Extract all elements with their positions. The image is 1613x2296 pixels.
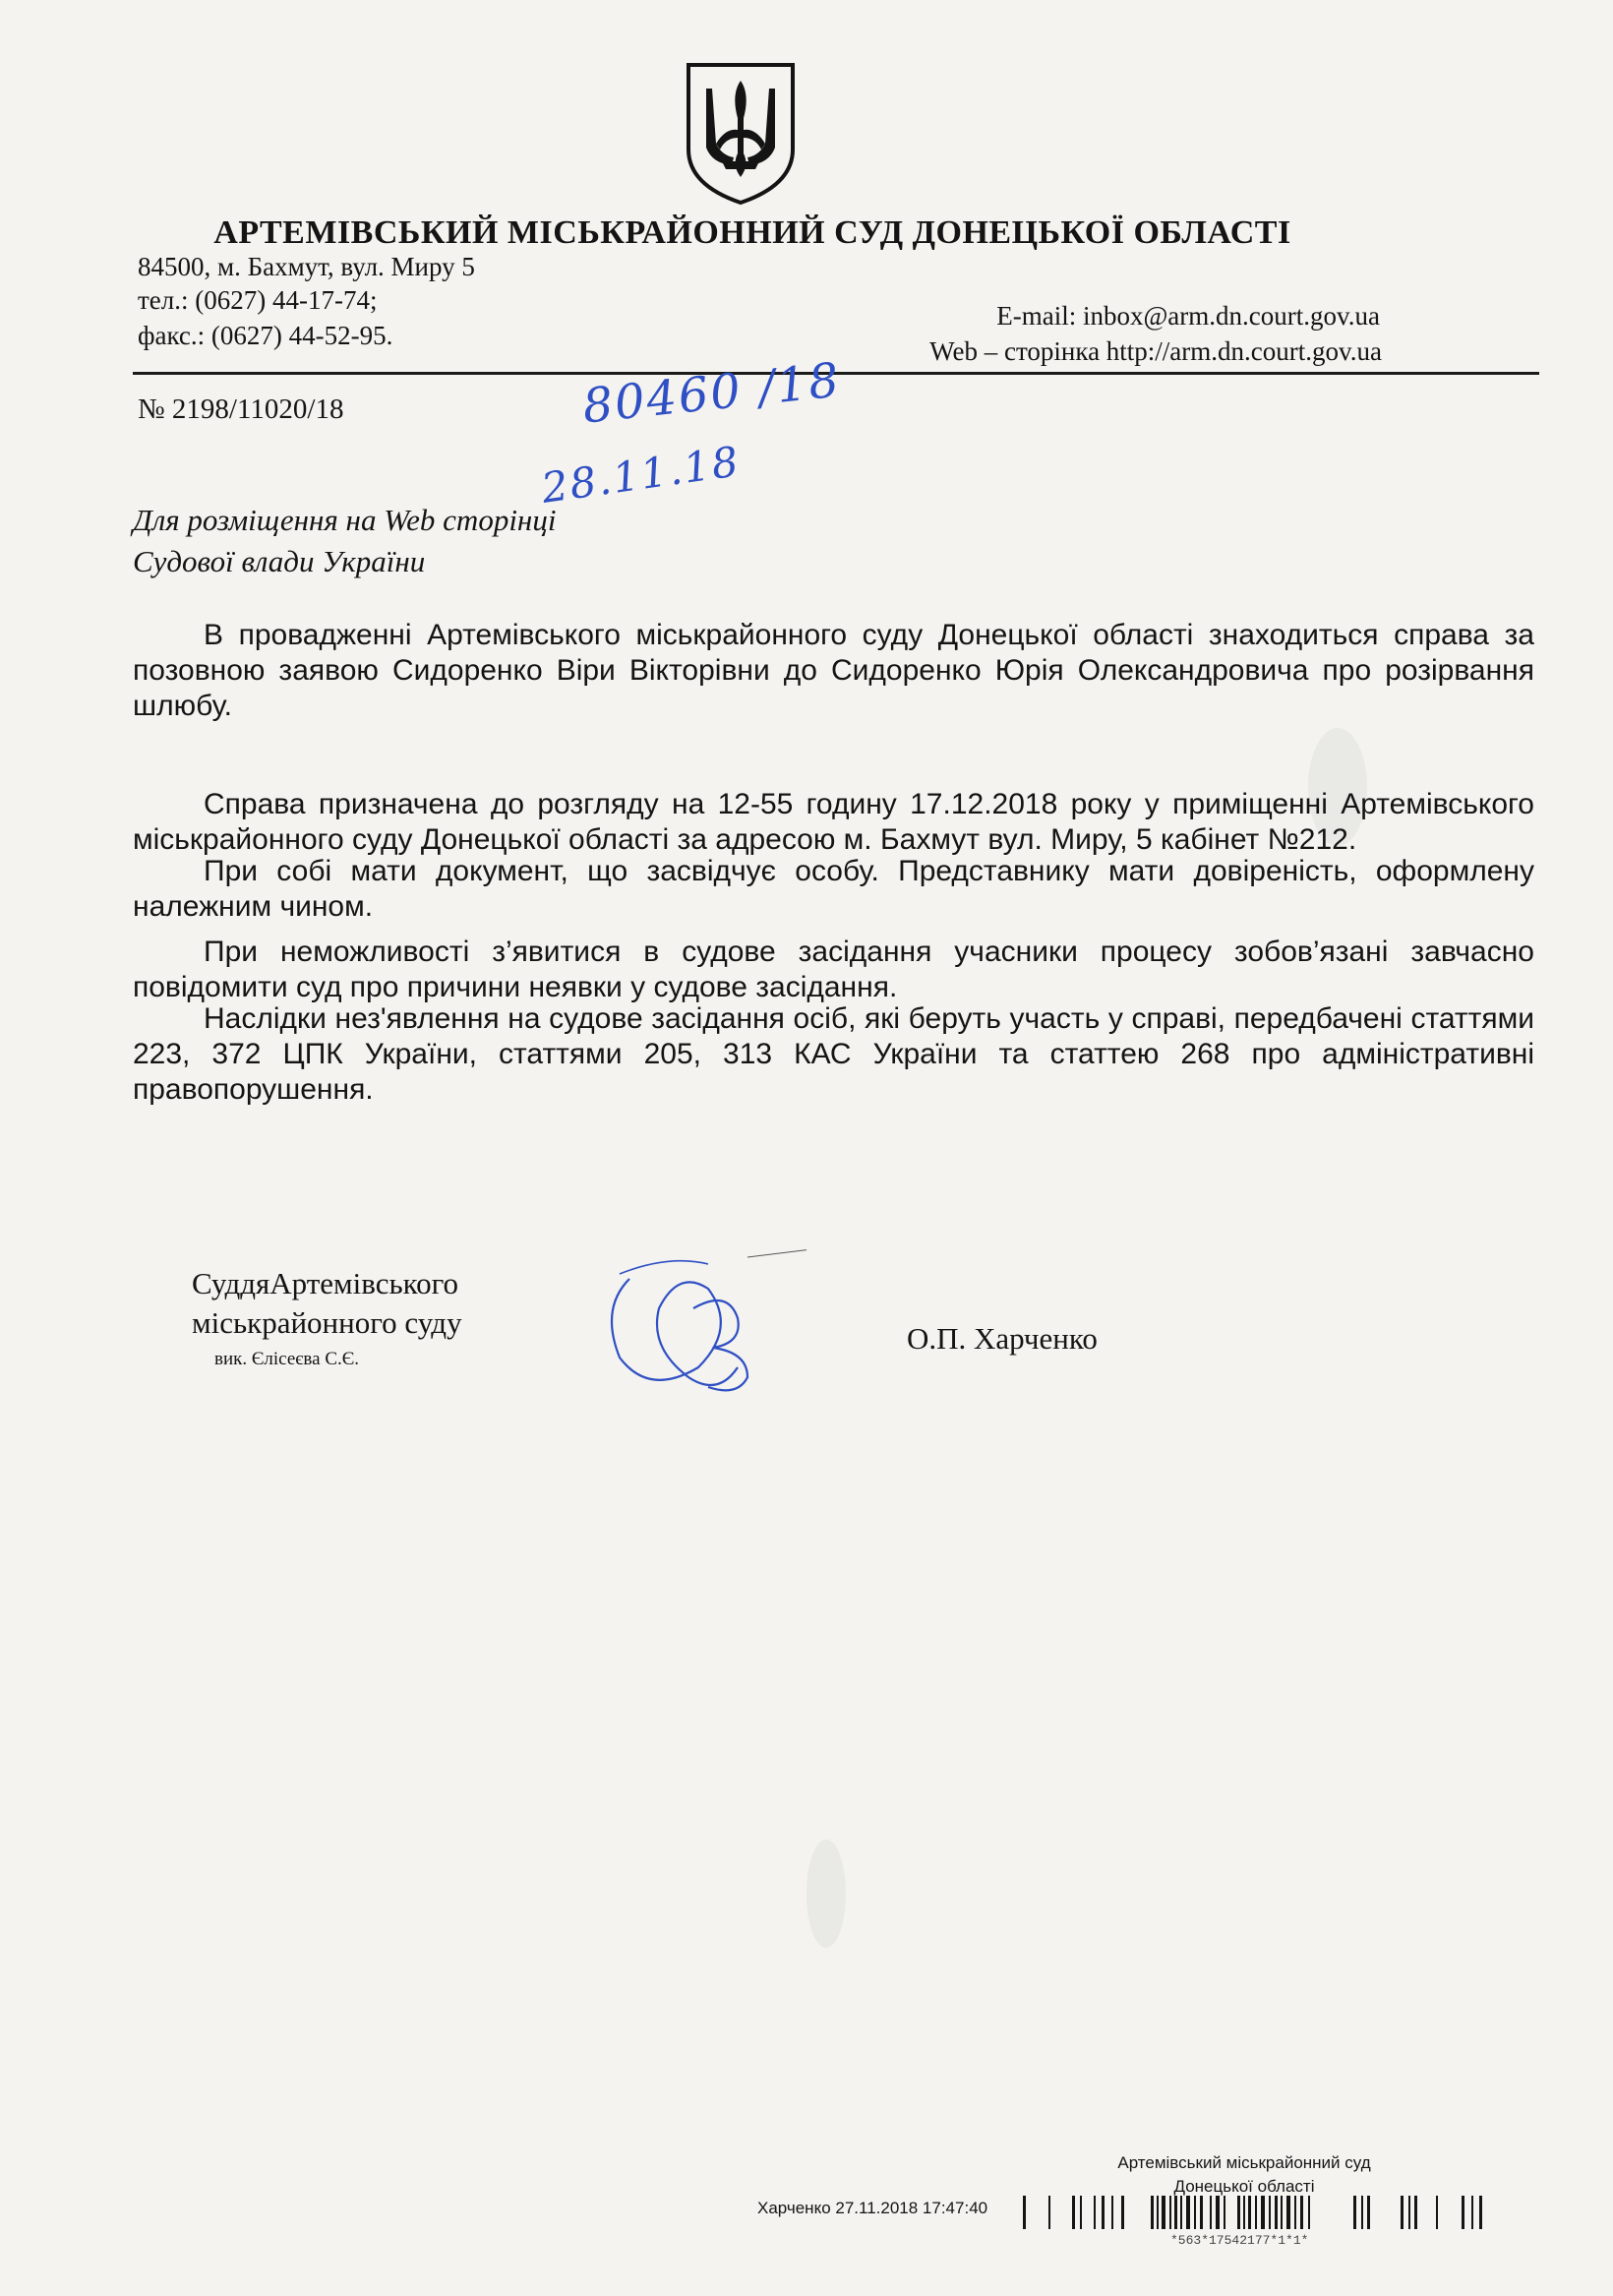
signatory-title-line: міськрайонного суду xyxy=(192,1305,462,1340)
stamp-court-line: Донецької області xyxy=(1173,2177,1315,2196)
barcode xyxy=(1023,2196,1505,2233)
scan-smudge xyxy=(806,1840,846,1948)
recipient-line: Судової влади України xyxy=(133,544,426,578)
executor-note: вик. Єлісеєва С.Є. xyxy=(214,1349,360,1369)
document-number: № 2198/11020/18 xyxy=(138,393,344,425)
body-paragraph: Наслідки нез'явлення на судове засідання осіб, які беруть участь у справі, передбачені статтями 223, 372 ЦПК України, статтями 205, 313 КАС України та статтею 268 про адміністративні правопорушення. xyxy=(133,1002,1534,1106)
registration-stamp-meta: Харченко 27.11.2018 17:47:40 xyxy=(757,2199,988,2217)
court-fax: факс.: (0627) 44-52-95. xyxy=(138,321,393,350)
court-phone: тел.: (0627) 44-17-74; xyxy=(138,285,378,315)
body-paragraph: При неможливості з’явитися в судове засідання учасники процесу зобов’язані завчасно повідомити суд про причини неявки у судове засідання. xyxy=(133,936,1534,1003)
handwritten-registration-number: 80460 /18 xyxy=(579,352,844,435)
trident-emblem-icon xyxy=(683,59,799,207)
body-paragraph: При собі мати документ, що засвідчує особу. Представнику мати довіреність, оформлену належним чином. xyxy=(133,855,1534,923)
court-email: E-mail: inbox@arm.dn.court.gov.ua xyxy=(996,301,1380,331)
court-web: Web – сторінка http://arm.dn.court.gov.ua xyxy=(929,336,1382,366)
signatory-title-line: СуддяАртемівського xyxy=(192,1266,459,1300)
court-title: АРТЕМІВСЬКИЙ МІСЬКРАЙОННИЙ СУД ДОНЕЦЬКОЇ ОБЛАСТІ xyxy=(213,214,1291,251)
judge-name: О.П. Харченко xyxy=(907,1321,1098,1356)
registration-stamp-court xyxy=(1082,2151,1406,2199)
recipient-line: Для розміщення на Web сторінці xyxy=(133,503,557,537)
body-paragraph: В провадженні Артемівського міськрайонного суду Донецької області знаходиться справа за позовною заявою Сидоренко Віри Вікторівни до Сидоренко Юрія Олександровича про розірвання шлюбу. xyxy=(133,619,1534,722)
barcode-number: *563*17542177*1*1* xyxy=(1170,2233,1309,2248)
signatory-title xyxy=(192,1264,462,1343)
body-paragraph: Справа призначена до розгляду на 12-55 годину 17.12.2018 року у приміщенні Артемівського міськрайонного суду Донецької області за адресою м. Бахмут вул. Миру, 5 кабінет №212. xyxy=(133,788,1534,856)
stamp-court-line: Артемівський міськрайонний суд xyxy=(1117,2153,1371,2172)
recipient-block xyxy=(133,500,556,582)
handwritten-signature xyxy=(590,1249,806,1407)
handwritten-registration-date: 28.11.18 xyxy=(538,437,744,513)
court-address: 84500, м. Бахмут, вул. Миру 5 xyxy=(138,252,475,281)
